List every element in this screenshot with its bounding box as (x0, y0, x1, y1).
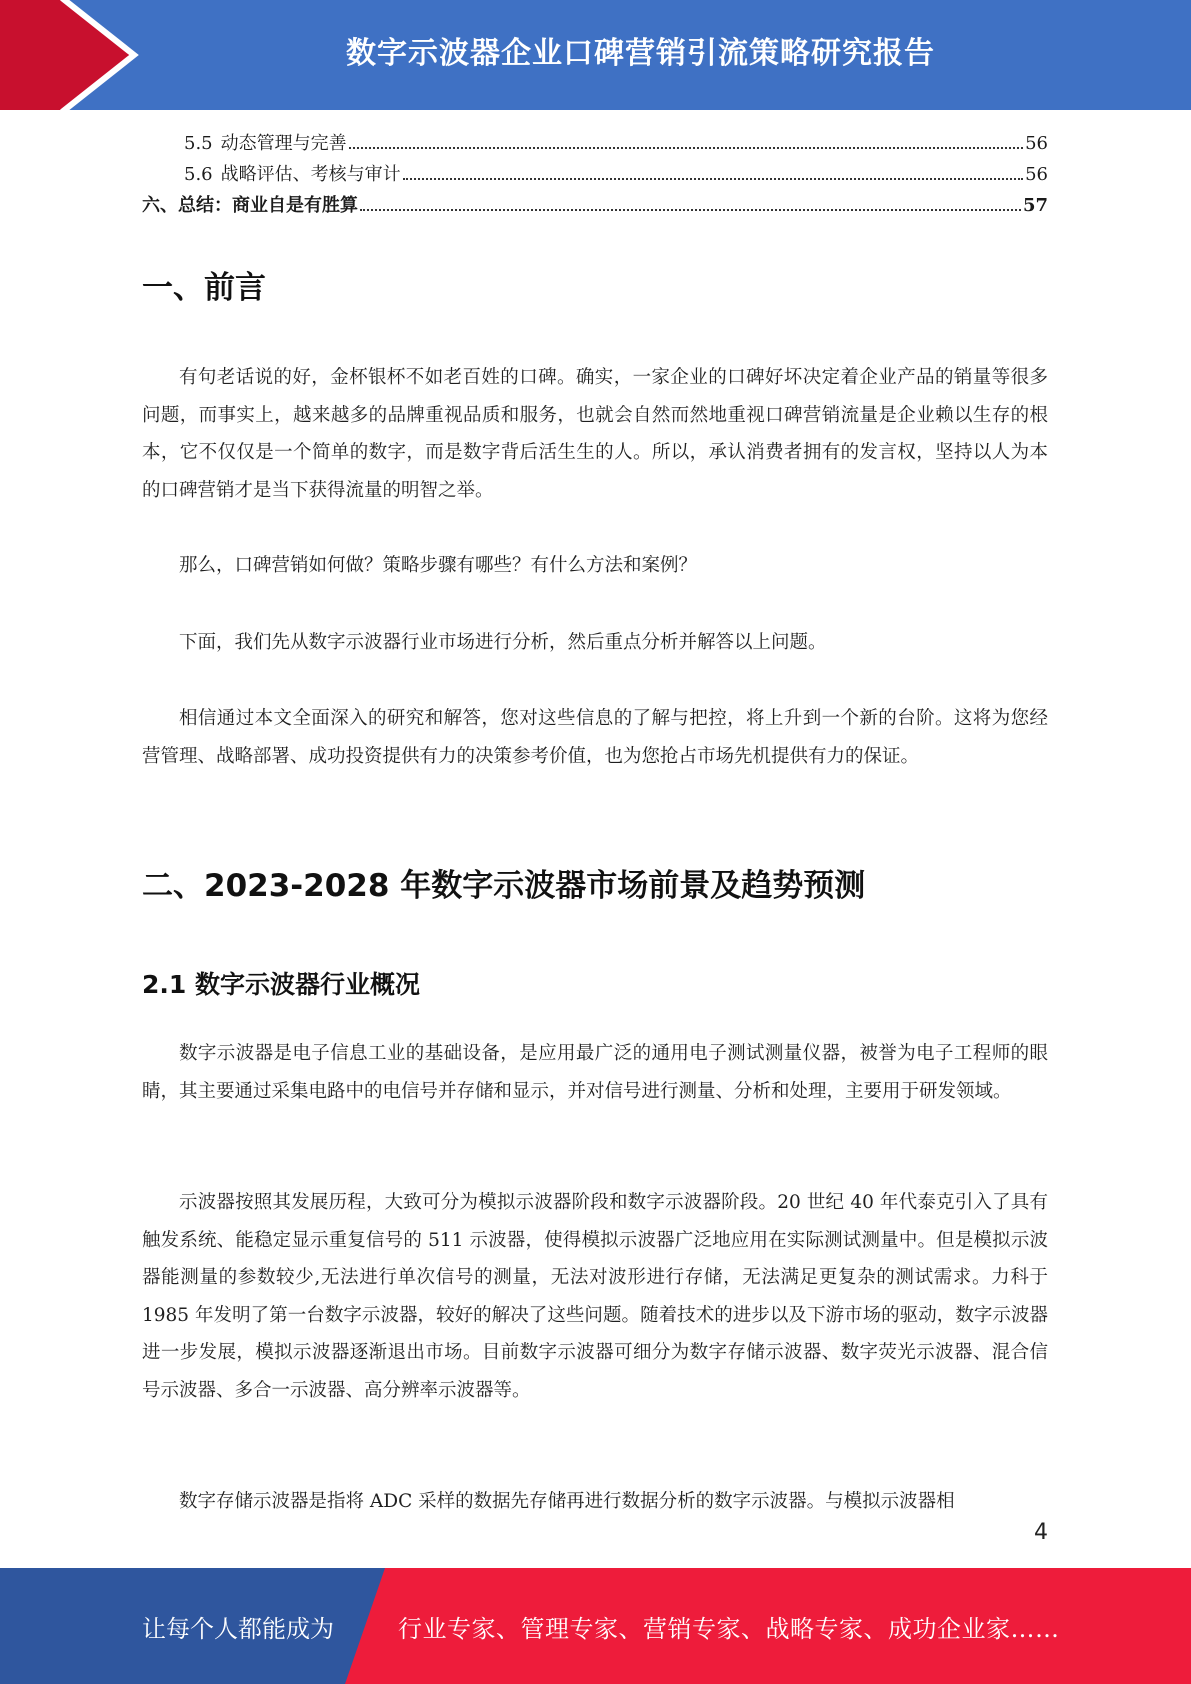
toc-entry-number: 5.6 (184, 164, 213, 185)
section-heading-preface: 一、前言 (142, 270, 266, 306)
paragraph: 相信通过本文全面深入的研究和解答，您对这些信息的了解与把控，将上升到一个新的台阶。这将为您经营管理、战略部署、成功投资提供有力的决策参考价值，也为您抢占市场先机提供有力的保证。 (142, 708, 1048, 767)
toc-entry-number: 5.5 (184, 133, 213, 154)
toc-entry-5-5[interactable] (142, 129, 1048, 160)
page-footer (0, 1568, 1191, 1684)
page-header (0, 0, 1191, 110)
paragraph: 下面，我们先从数字示波器行业市场进行分析，然后重点分析并解答以上问题。 (179, 632, 827, 653)
footer-slogan-left: 让每个人都能成为 (142, 1614, 334, 1643)
toc-entry-5-6[interactable] (142, 160, 1048, 191)
toc-entry-page: 57 (1022, 195, 1048, 216)
paragraph: 那么，口碑营销如何做？策略步骤有哪些？有什么方法和案例？ (179, 555, 698, 576)
page-number: 4 (1034, 1520, 1048, 1545)
footer-slogan-right: 行业专家、管理专家、营销专家、战略专家、成功企业家…… (398, 1614, 1060, 1643)
report-title: 数字示波器企业口碑营销引流策略研究报告 (346, 36, 935, 71)
toc-entry-label: 总结：商业自是有胜算 (178, 195, 358, 216)
toc-dot-leader (403, 177, 1023, 180)
toc-entry-number: 六、 (142, 195, 178, 216)
paragraph: 数字示波器是电子信息工业的基础设备，是应用最广泛的通用电子测试测量仪器，被誉为电子工程师的眼睛，其主要通过采集电路中的电信号并存储和显示，并对信号进行测量、分析和处理，主要用于研发领域。 (142, 1043, 1048, 1102)
toc-entry-6[interactable] (142, 191, 1048, 222)
toc-entry-label: 动态管理与完善 (220, 133, 347, 154)
section-heading-forecast: 二、2023-2028 年数字示波器市场前景及趋势预测 (142, 868, 866, 904)
toc-dot-leader (349, 146, 1023, 149)
toc-entry-label: 战略评估、考核与审计 (220, 164, 401, 185)
toc-dot-leader (360, 208, 1021, 211)
table-of-contents (142, 129, 1048, 222)
toc-entry-page: 56 (1025, 164, 1048, 185)
toc-entry-page: 56 (1025, 133, 1048, 154)
paragraph: 有句老话说的好，金杯银杯不如老百姓的口碑。确实，一家企业的口碑好坏决定着企业产品的销量等很多问题，而事实上，越来越多的品牌重视品质和服务，也就会自然而然地重视口碑营销流量是企业赖以生存的根本，它不仅仅是一个简单的数字，而是数字背后活生生的人。所以，承认消费者拥有的发言权，坚持以人为本的口碑营销才是当下获得流量的明智之举。 (142, 367, 1048, 501)
paragraph: 数字存储示波器是指将 ADC 采样的数据先存储再进行数据分析的数字示波器。与模拟示波器相 (179, 1491, 955, 1512)
subsection-heading-industry-overview: 2.1 数字示波器行业概况 (142, 970, 420, 999)
paragraph: 示波器按照其发展历程，大致可分为模拟示波器阶段和数字示波器阶段。20 世纪 40 年代泰克引入了具有触发系统、能稳定显示重复信号的 511 示波器，使得模拟示波器广泛地应用在实际测试测量中。但是模拟示波器能测量的参数较少,无法进行单次信号的测量，无法对波形进行存储，无法满足更复杂的测试需求。力科于 1985 年发明了第一台数字示波器，较好的解决了这些问题。随着技术的进步以及下游市场的驱动，数字示波器进一步发展，模拟示波器逐渐退出市场。目前数字示波器可细分为数字存储示波器、数字荧光示波器、混合信号示波器、多合一示波器、高分辨率示波器等。 (142, 1192, 1048, 1401)
